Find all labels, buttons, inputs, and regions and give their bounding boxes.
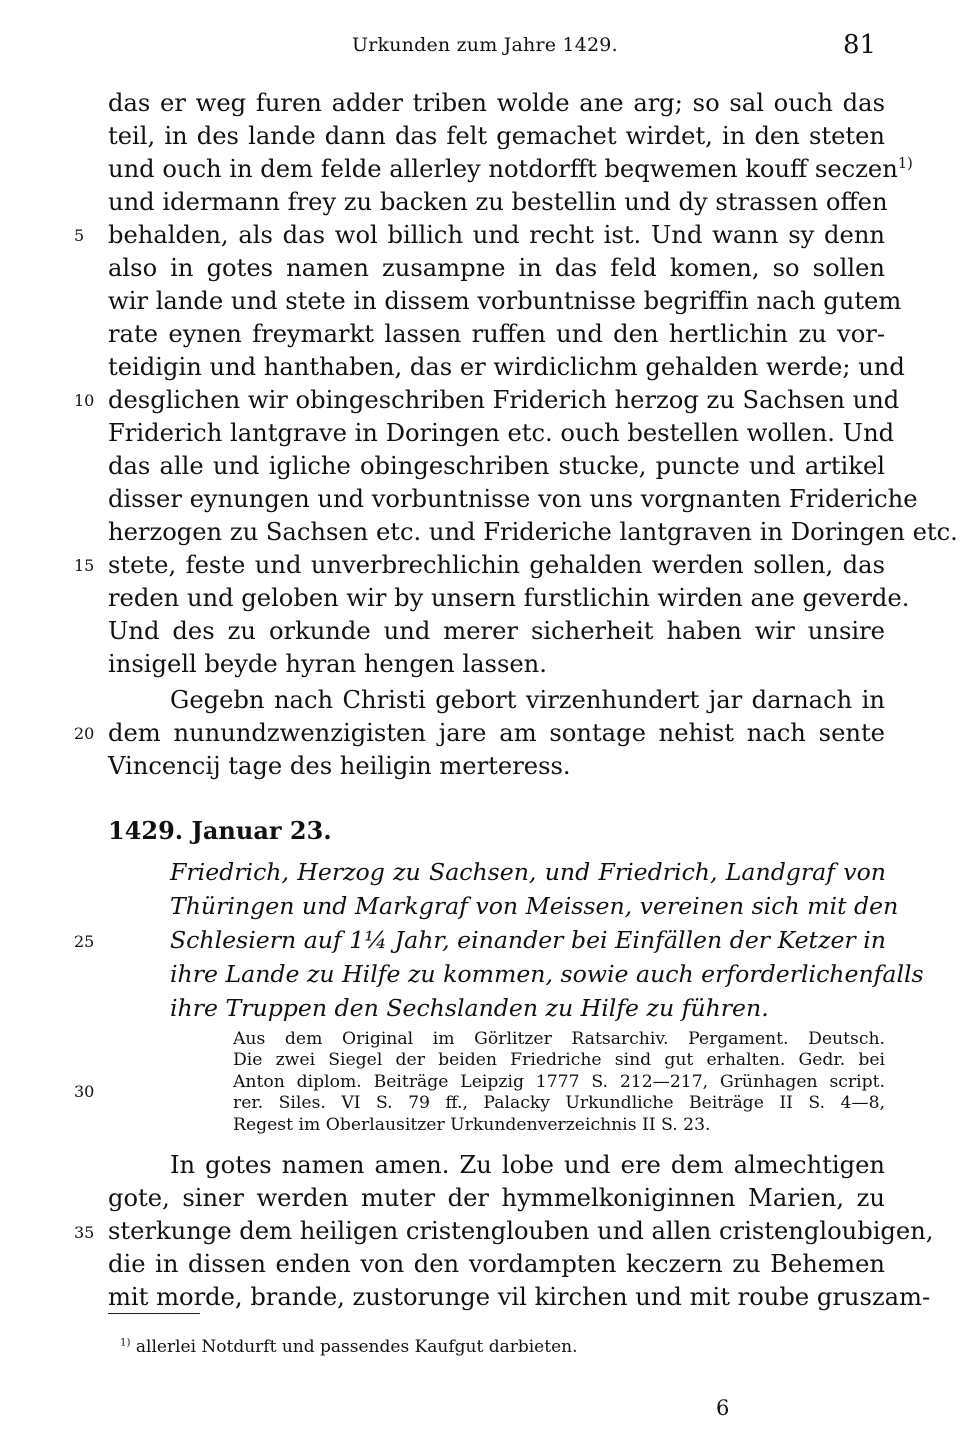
text-line: mit morde, brande, zustorunge vil kirchen und mit roube gruszam- bbox=[108, 1283, 931, 1311]
line-number: 30 bbox=[74, 1082, 95, 1101]
text-line: insigell beyde hyran hengen lassen. bbox=[108, 650, 547, 678]
source-note-line: Aus dem Original im Görlitzer Ratsarchiv. Pergament. Deutsch. bbox=[233, 1029, 885, 1049]
text-line: das er weg furen adder triben wolde ane arg; so sal ouch das bbox=[108, 89, 885, 117]
text-line: Und des zu orkunde und merer sicherheit haben wir unsire bbox=[108, 617, 885, 645]
text-line bbox=[108, 154, 913, 184]
regest-line: ihre Lande zu Hilfe zu kommen, sowie auch erforderlichenfalls bbox=[170, 960, 924, 988]
text-line: herzogen zu Sachsen etc. und Frideriche lantgraven in Doringen etc. bbox=[108, 518, 958, 546]
line-number: 5 bbox=[74, 226, 85, 245]
line-number: 35 bbox=[74, 1223, 95, 1242]
source-note-line: Die zwei Siegel der beiden Friedriche sind gut erhalten. Gedr. bei bbox=[233, 1050, 885, 1070]
text-line: In gotes namen amen. Zu lobe und ere dem almechtigen bbox=[170, 1151, 885, 1179]
text-line: rate eynen freymarkt lassen ruffen und den hertlichin zu vor- bbox=[108, 320, 885, 348]
text-line: behalden, als das wol billich und recht ist. Und wann sy denn bbox=[108, 221, 885, 249]
text-line: desglichen wir obingeschriben Friderich herzog zu Sachsen und bbox=[108, 386, 900, 414]
footnote-text: allerlei Notdurft und passendes Kaufgut darbieten. bbox=[135, 1337, 578, 1357]
footnote-rule bbox=[108, 1313, 200, 1314]
page-number: 81 bbox=[843, 30, 877, 60]
footnote bbox=[120, 1337, 577, 1357]
text-line: Gegebn nach Christi gebort virzenhundert jar darnach in bbox=[170, 686, 885, 714]
source-note-line: Regest im Oberlausitzer Urkundenverzeichnis II S. 23. bbox=[233, 1115, 711, 1135]
text-line: teidigin und hanthaben, das er wirdiclichm gehalden werde; und bbox=[108, 353, 905, 381]
running-head: Urkunden zum Jahre 1429. bbox=[352, 34, 618, 56]
line-number: 20 bbox=[74, 724, 95, 743]
text-line-content: und ouch in dem felde allerley notdorfft beqwemen kouff seczen bbox=[108, 155, 898, 183]
regest-line: Thüringen und Markgraf von Meissen, vereinen sich mit den bbox=[170, 892, 899, 920]
text-line: stete, feste und unverbrechlichin gehalden werden sollen, das bbox=[108, 551, 885, 579]
footnote-reference: 1) bbox=[897, 155, 913, 172]
text-line: reden und geloben wir by unsern furstlichin wirden ane geverde. bbox=[108, 584, 910, 612]
regest-line: Friedrich, Herzog zu Sachsen, und Friedrich, Landgraf von bbox=[170, 858, 886, 886]
text-line: und idermann frey zu backen zu bestellin und dy strassen offen bbox=[108, 188, 888, 216]
text-line: Vincencij tage des heiligin merteress. bbox=[108, 752, 571, 780]
footnote-marker: 1) bbox=[120, 1337, 131, 1349]
source-note-line: rer. Siles. VI S. 79 ff., Palacky Urkundliche Beiträge II S. 4—8, bbox=[233, 1093, 885, 1113]
source-note-line: Anton diplom. Beiträge Leipzig 1777 S. 212—217, Grünhagen script. bbox=[233, 1072, 885, 1092]
text-line: dem nunundzwenzigisten jare am sontage nehist nach sente bbox=[108, 719, 885, 747]
text-line: teil, in des lande dann das felt gemachet wirdet, in den steten bbox=[108, 122, 885, 150]
signature-mark: 6 bbox=[716, 1396, 730, 1420]
text-line: gote, siner werden muter der hymmelkoniginnen Marien, zu bbox=[108, 1184, 885, 1212]
text-line: also in gotes namen zusampne in das feld komen, so sollen bbox=[108, 254, 885, 282]
line-number: 25 bbox=[74, 932, 95, 951]
regest-line: Schlesiern auf 1¼ Jahr, einander bei Einfällen der Ketzer in bbox=[170, 926, 886, 954]
line-number: 15 bbox=[74, 556, 95, 575]
regest-line: ihre Truppen den Sechslanden zu Hilfe zu führen. bbox=[170, 994, 769, 1022]
text-line: das alle und igliche obingeschriben stucke, puncte und artikel bbox=[108, 452, 885, 480]
text-line: wir lande und stete in dissem vorbuntnisse begriffin nach gutem bbox=[108, 287, 902, 315]
entry-heading: 1429. Januar 23. bbox=[108, 816, 332, 845]
text-line: sterkunge dem heiligen cristenglouben und allen cristengloubigen, bbox=[108, 1217, 934, 1245]
text-line: Friderich lantgrave in Doringen etc. ouch bestellen wollen. Und bbox=[108, 419, 895, 447]
text-line: disser eynungen und vorbuntnisse von uns vorgnanten Frideriche bbox=[108, 485, 918, 513]
text-line: die in dissen enden von den vordampten keczern zu Behemen bbox=[108, 1250, 885, 1278]
line-number: 10 bbox=[74, 391, 95, 410]
